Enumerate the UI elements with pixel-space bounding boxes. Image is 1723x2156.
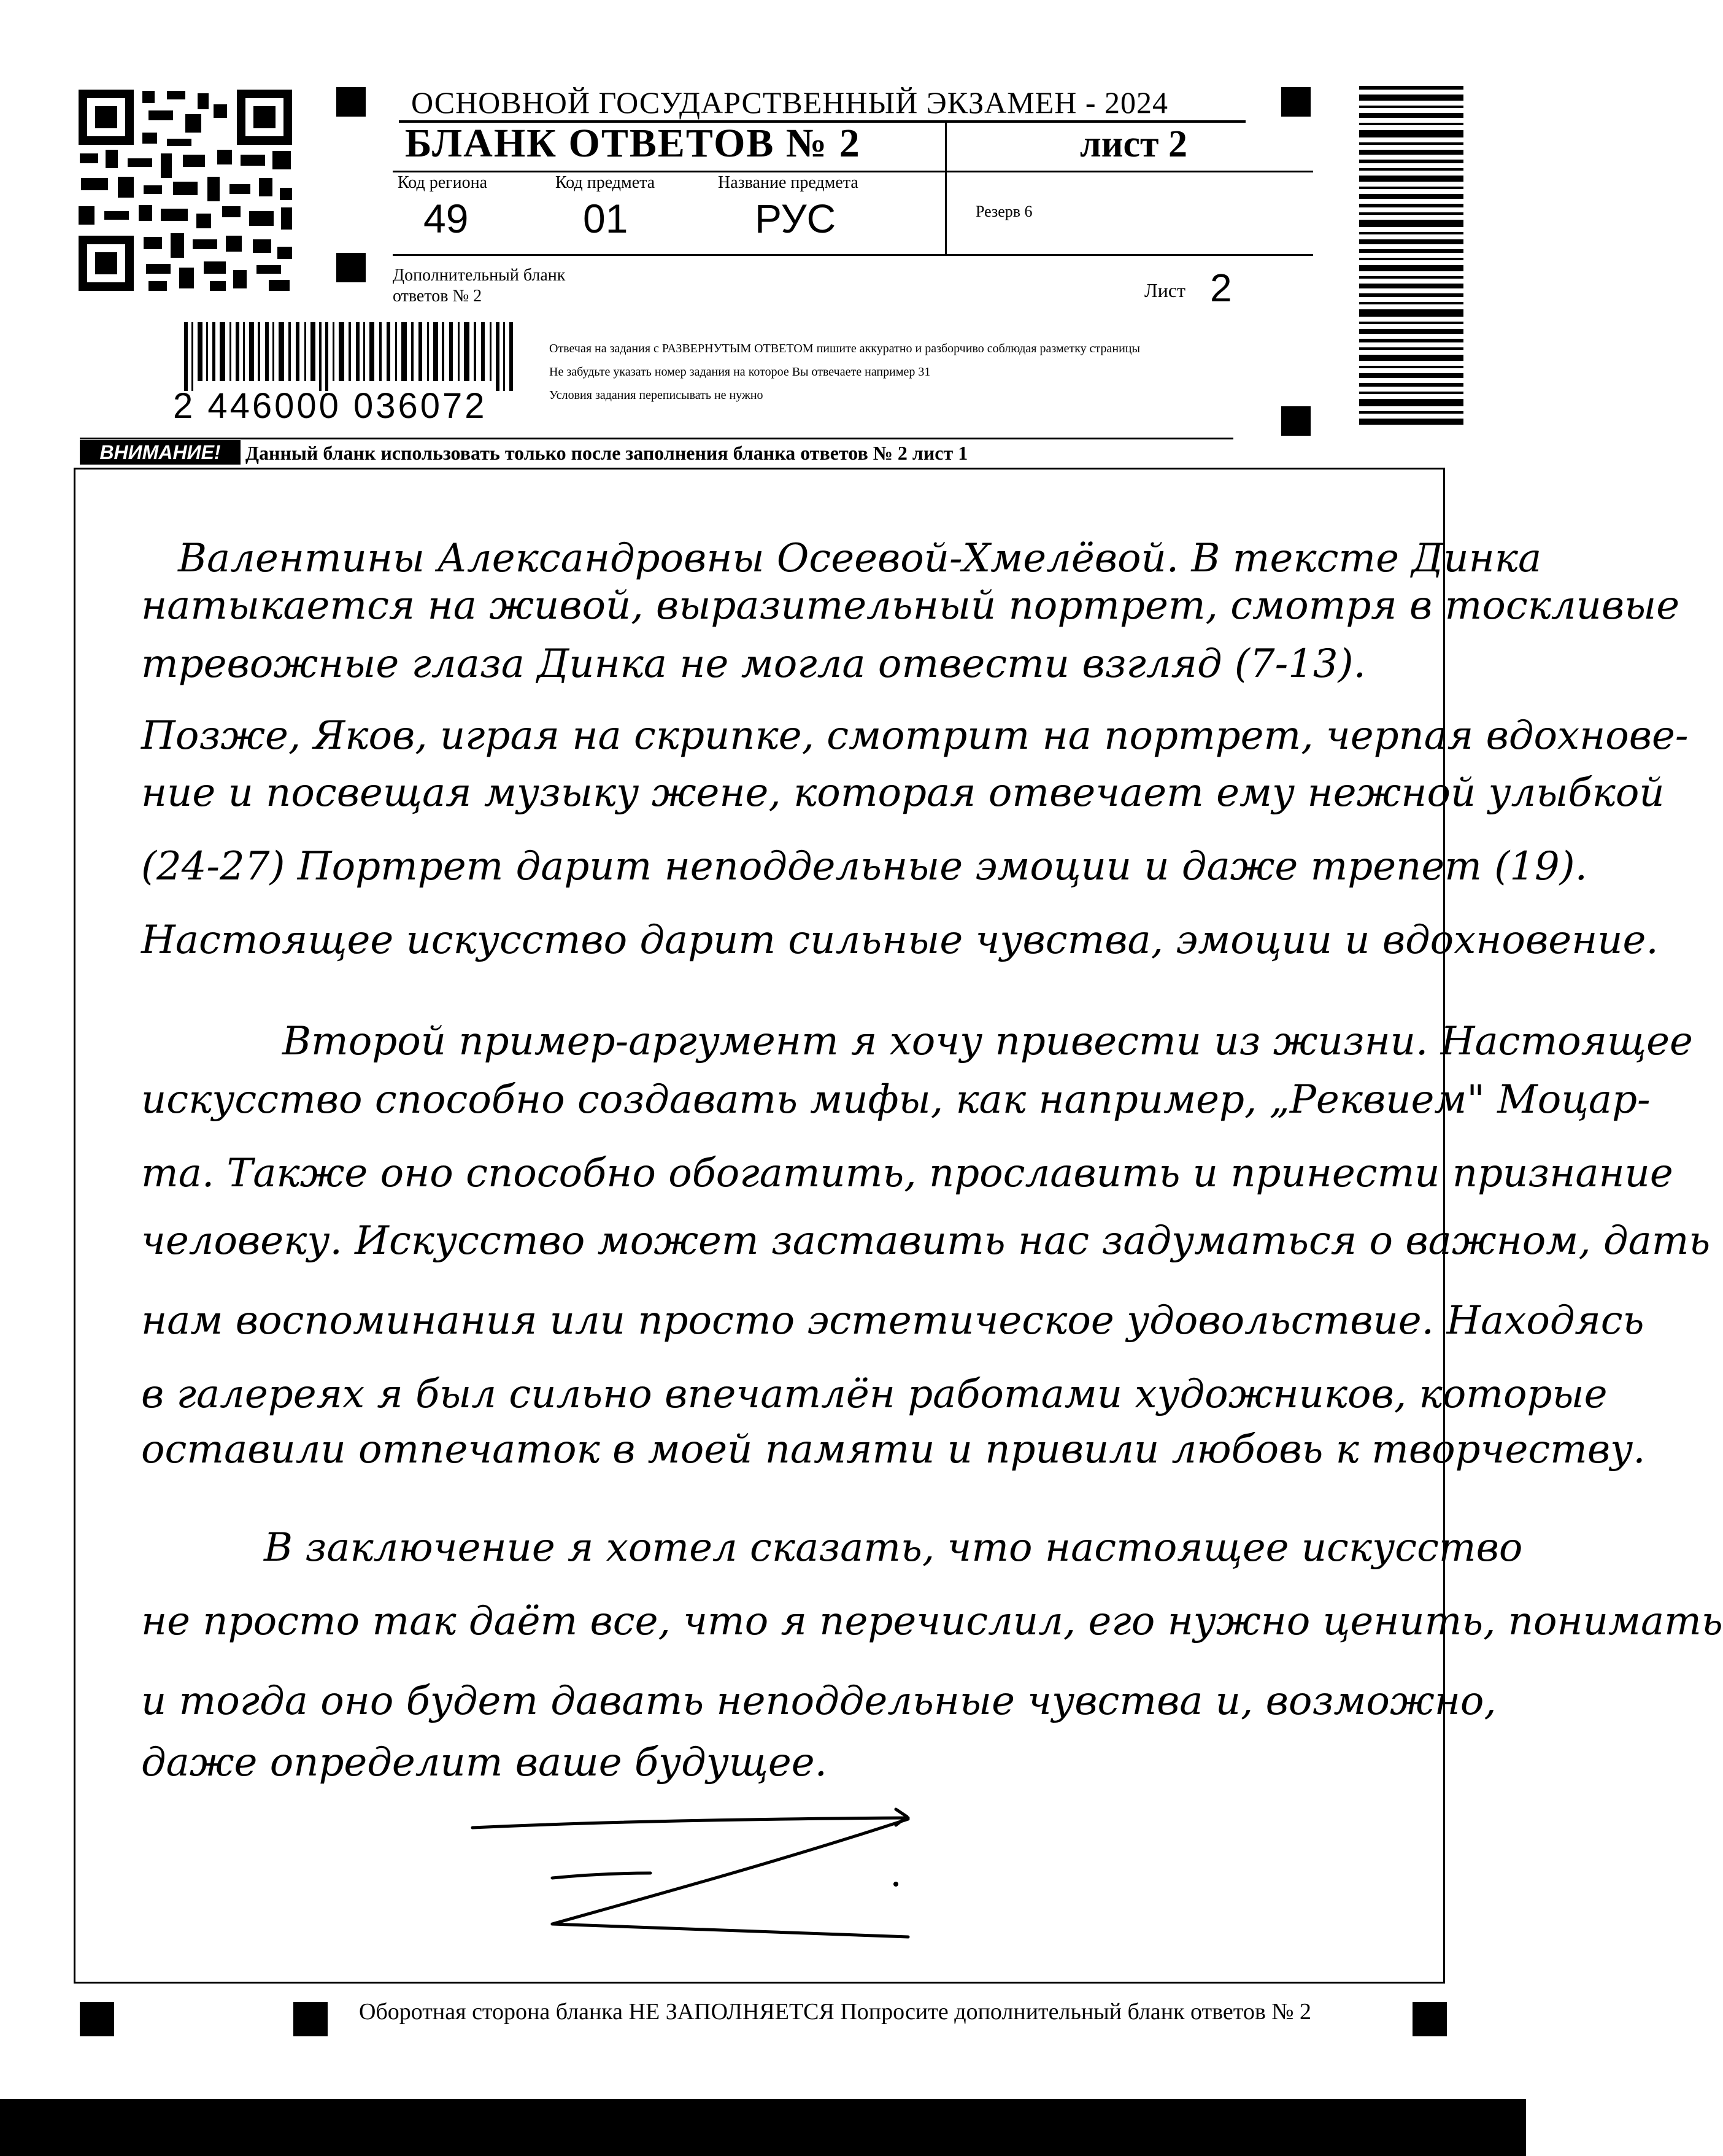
alignment-mark — [1281, 406, 1311, 436]
answer-line: не просто так даёт все, что я перечислил, его нужно ценить, понимать — [141, 1599, 1723, 1644]
answer-line: и тогда оно будет давать неподдельные чувства и, возможно, — [141, 1679, 1497, 1724]
subject-code-value: 01 — [583, 196, 628, 241]
barcode-number: 2 446000 036072 — [173, 386, 487, 426]
alignment-mark — [293, 2002, 328, 2036]
alignment-mark — [336, 253, 366, 282]
answer-line: даже определит ваше будущее. — [141, 1740, 827, 1785]
subject-name-value: РУС — [755, 196, 836, 241]
answer-line: искусство способно создавать мифы, как например, „Реквием" Моцар- — [141, 1077, 1651, 1122]
answer-line: Валентины Александровны Осеевой-Хмелёвой. В тексте Динка — [178, 536, 1542, 581]
footer-text: Оборотная сторона бланка НЕ ЗАПОЛНЯЕТСЯ Попросите дополнительный бланк ответов № 2 — [359, 1999, 1312, 2025]
additional-form-label: Дополнительный бланк ответов № 2 — [393, 266, 566, 306]
exam-title: ОСНОВНОЙ ГОСУДАРСТВЕННЫЙ ЭКЗАМЕН - 2024 — [411, 85, 1168, 120]
answer-line: Настоящее искусство дарит сильные чувства, эмоции и вдохновение. — [141, 918, 1659, 963]
answer-line: тревожные глаза Динка не могла отвести взгляд (7-13). — [141, 641, 1366, 687]
divider — [945, 122, 947, 255]
answer-line: та. Также оно способно обогатить, прославить и принести признание — [141, 1151, 1673, 1196]
instruction-line: Не забудьте указать номер задания на которое Вы отвечаете например 31 — [549, 365, 931, 379]
form-title: БЛАНК ОТВЕТОВ № 2 — [405, 121, 861, 166]
answer-line: Позже, Яков, играя на скрипке, смотрит на портрет, черпая вдохнове- — [141, 713, 1689, 759]
instruction-line: Условия задания переписывать не нужно — [549, 388, 763, 402]
barcode-icon — [184, 322, 515, 391]
attention-badge: ВНИМАНИЕ! — [80, 440, 241, 465]
answer-line: натыкается на живой, выразительный портрет, смотря в тоскливые — [141, 583, 1680, 628]
subject-code-label: Код предмета — [555, 173, 655, 192]
alignment-mark — [1281, 87, 1311, 117]
reserve-label: Резерв 6 — [976, 203, 1033, 220]
answer-line: человеку. Искусство может заставить нас задуматься о важном, дать — [141, 1218, 1711, 1264]
qr-code-icon — [75, 86, 296, 295]
region-code-value: 49 — [423, 196, 469, 241]
sheet-number-value: 2 — [1210, 266, 1232, 310]
sheet-label: лист 2 — [1080, 123, 1187, 165]
alignment-mark — [336, 87, 366, 117]
attention-text: Данный бланк использовать только после заполнения бланка ответов № 2 лист 1 — [245, 442, 968, 464]
sheet-number-label: Лист — [1144, 279, 1186, 301]
answer-line: Второй пример-аргумент я хочу привести из жизни. Настоящее — [282, 1019, 1693, 1064]
divider — [393, 254, 1313, 256]
alignment-mark — [1413, 2002, 1447, 2036]
answer-line: В заключение я хотел сказать, что настоящее искусство — [264, 1525, 1523, 1571]
answer-line: (24-27) Портрет дарит неподдельные эмоции и даже трепет (19). — [141, 844, 1587, 889]
divider — [393, 171, 1313, 172]
instruction-line: Отвечая на задания с РАЗВЕРНУТЫМ ОТВЕТОМ пишите аккуратно и разборчиво соблюдая разметку страницы — [549, 342, 1140, 355]
answer-line: оставили отпечаток в моей памяти и привили любовь к творчеству. — [141, 1427, 1646, 1472]
scan-border — [0, 2099, 1526, 2156]
answer-line: ние и посвещая музыку жене, которая отвечает ему нежной улыбкой — [141, 770, 1665, 816]
side-barcode-icon — [1359, 86, 1463, 430]
region-code-label: Код региона — [398, 173, 488, 192]
subject-name-label: Название предмета — [718, 173, 858, 192]
alignment-mark — [80, 2002, 114, 2036]
z-mark-icon — [466, 1792, 933, 1952]
answer-line: в галереях я был сильно впечатлён работами художников, которые — [141, 1372, 1608, 1417]
divider — [80, 438, 1233, 439]
answer-line: нам воспоминания или просто эстетическое удовольствие. Находясь — [141, 1298, 1644, 1343]
